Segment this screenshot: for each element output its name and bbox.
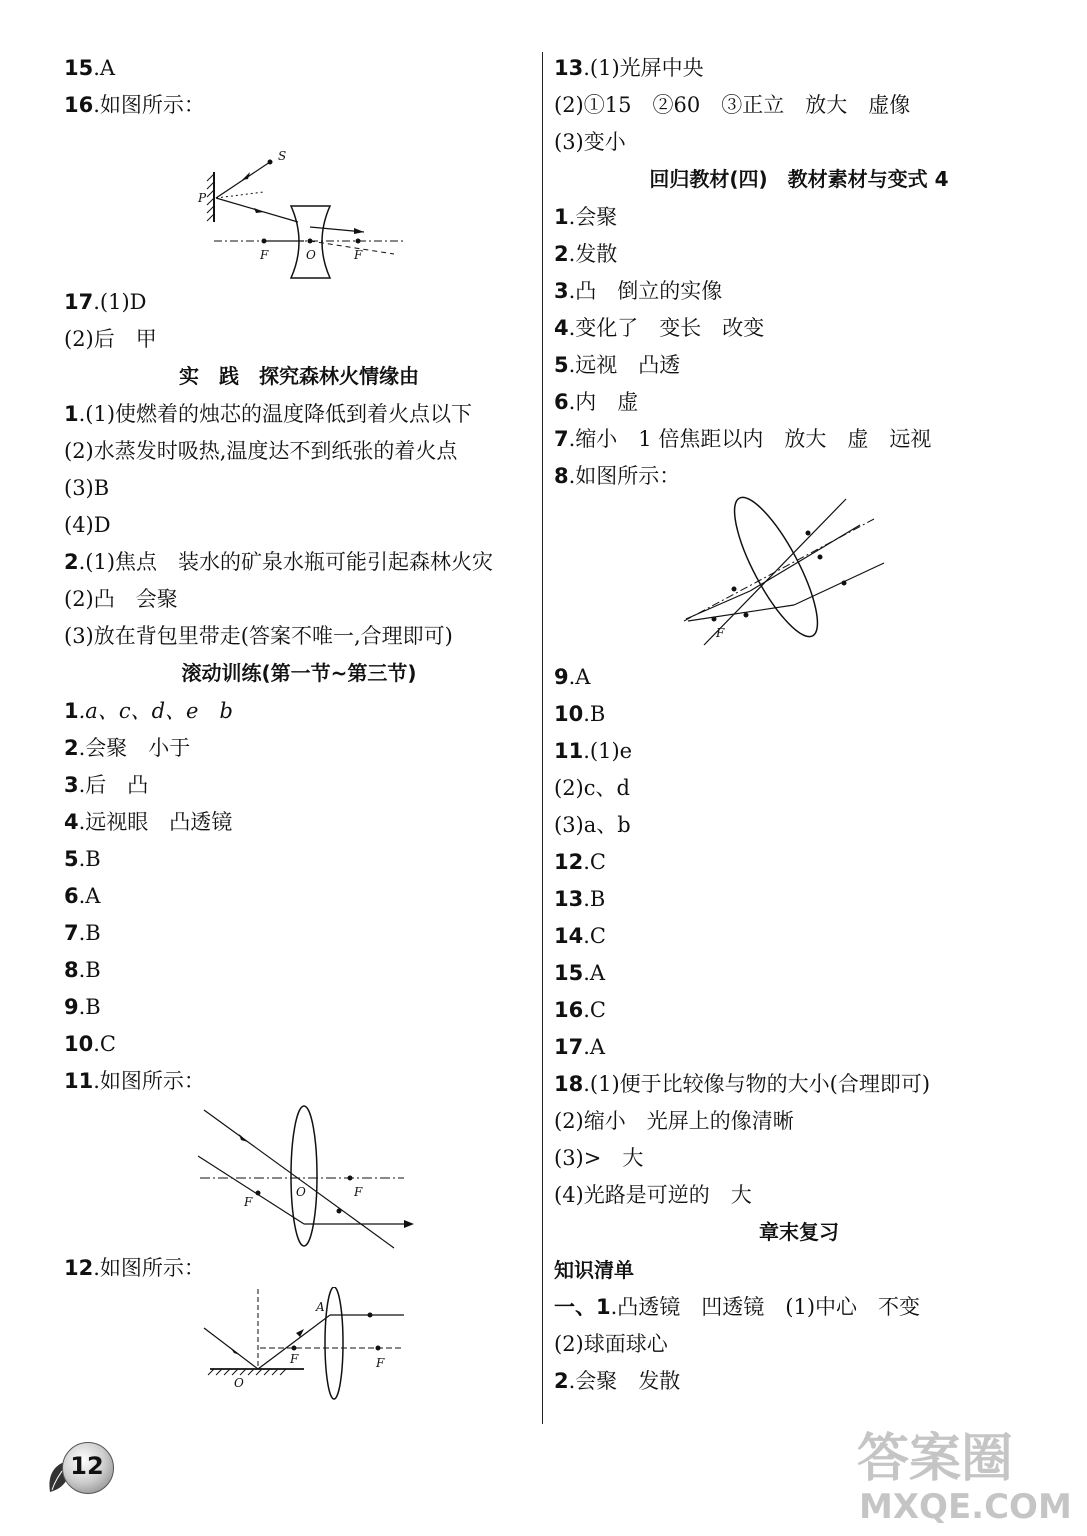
textbook-18-3: (3)> 大 (554, 1146, 644, 1170)
textbook-16: 16.C (554, 998, 606, 1022)
rolling-2: 2.会聚 小于 (64, 736, 191, 760)
textbook-11: 11.(1)e (554, 739, 633, 763)
textbook-14: 14.C (554, 924, 606, 948)
practice-2: 2.(1)焦点 装水的矿泉水瓶可能引起森林火灾 (64, 550, 494, 574)
page-number-badge (40, 1438, 130, 1498)
answer-17-2: (2)后 甲 (64, 327, 157, 351)
rolling-1: 1.a、c、d、e b (64, 699, 233, 723)
rolling-10: 10.C (64, 1032, 116, 1056)
textbook-12: 12.C (554, 850, 606, 874)
textbook-18-2: (2)缩小 光屏上的像清晰 (554, 1109, 794, 1133)
svg-text:F: F (244, 1195, 253, 1209)
answer-16: 16.如图所示： (64, 93, 205, 117)
svg-text:S: S (278, 149, 287, 163)
svg-text:F: F (354, 1185, 363, 1199)
svg-text:F: F (716, 626, 725, 640)
rolling-12: 12.如图所示： (64, 1256, 205, 1280)
answer-17: 17.(1)D (64, 290, 147, 314)
answer-13-3: (3)变小 (554, 130, 626, 154)
textbook-2: 2.发散 (554, 242, 618, 266)
rolling-7: 7.B (64, 921, 101, 945)
svg-text:答案圈: 答案圈 (857, 1429, 1014, 1489)
textbook-13: 13.B (554, 887, 606, 911)
svg-text:F: F (260, 248, 269, 262)
practice-1-4: (4)D (64, 513, 111, 537)
right-column (554, 50, 1044, 1400)
practice-1: 1.(1)使燃着的烛芯的温度降低到着火点以下 (64, 402, 473, 426)
textbook-10: 10.B (554, 702, 606, 726)
practice-2-3: (3)放在背包里带走(答案不唯一,合理即可) (64, 624, 453, 648)
textbook-11-3: (3)a、b (554, 813, 631, 837)
page-number: 12 (70, 1452, 104, 1480)
knowledge-1: 一、1.凸透镜 凹透镜 (1)中心 不变 (554, 1295, 921, 1319)
figure-8-convex-lens-focus (554, 495, 1044, 659)
svg-text:MXQE.COM: MXQE.COM (859, 1487, 1072, 1527)
practice-1-2: (2)水蒸发时吸热,温度达不到纸张的着火点 (64, 439, 458, 463)
svg-text:A: A (316, 1300, 325, 1314)
textbook-7: 7.缩小 1 倍焦距以内 放大 虚 远视 (554, 427, 932, 451)
answer-13: 13.(1)光屏中央 (554, 56, 704, 80)
svg-text:O: O (296, 1185, 306, 1199)
textbook-18-4: (4)光路是可逆的 大 (554, 1183, 752, 1207)
textbook-17: 17.A (554, 1035, 606, 1059)
textbook-4: 4.变化了 变长 改变 (554, 316, 765, 340)
column-divider (542, 52, 543, 1424)
figure-16-concave-lens (64, 124, 534, 284)
rolling-3: 3.后 凸 (64, 773, 149, 797)
textbook-3: 3.凸 倒立的实像 (554, 279, 723, 303)
figure-12-mirror-lens (64, 1287, 534, 1417)
textbook-5: 5.远视 凸透 (554, 353, 681, 377)
textbook-18: 18.(1)便于比较像与物的大小(合理即可) (554, 1072, 931, 1096)
rolling-8: 8.B (64, 958, 101, 982)
practice-2-2: (2)凸 会聚 (64, 587, 178, 611)
section-heading-practice: 实 践 探究森林火情缘由 (179, 364, 419, 388)
textbook-6: 6.内 虚 (554, 390, 639, 414)
svg-text:F: F (354, 248, 363, 262)
knowledge-2: 2.会聚 发散 (554, 1369, 681, 1393)
textbook-1: 1.会聚 (554, 205, 618, 229)
textbook-11-2: (2)c、d (554, 776, 630, 800)
practice-1-3: (3)B (64, 476, 110, 500)
knowledge-1-2: (2)球面球心 (554, 1332, 668, 1356)
svg-text:F: F (376, 1356, 385, 1370)
rolling-11: 11.如图所示： (64, 1069, 205, 1093)
svg-text:O: O (234, 1376, 244, 1390)
rolling-4: 4.远视眼 凸透镜 (64, 810, 233, 834)
rolling-9: 9.B (64, 995, 101, 1019)
subheading-knowledge-list: 知识清单 (554, 1258, 634, 1282)
section-heading-chapter-review: 章末复习 (759, 1220, 839, 1244)
rolling-6: 6.A (64, 884, 101, 908)
svg-text:F: F (290, 1352, 299, 1366)
svg-text:O: O (306, 248, 316, 262)
section-heading-textbook-review: 回归教材(四) 教材素材与变式 4 (649, 167, 949, 191)
figure-11-convex-lens (64, 1100, 534, 1250)
section-heading-rolling-training: 滚动训练(第一节~第三节) (181, 661, 417, 685)
textbook-15: 15.A (554, 961, 606, 985)
svg-text:P: P (198, 191, 207, 205)
watermark-logo (847, 1418, 1077, 1528)
answer-15: 15.A (64, 56, 116, 80)
answer-13-2: (2)①15 ②60 ③正立 放大 虚像 (554, 93, 911, 117)
left-column (64, 50, 534, 1417)
textbook-8: 8.如图所示： (554, 464, 681, 488)
textbook-9: 9.A (554, 665, 591, 689)
rolling-5: 5.B (64, 847, 101, 871)
